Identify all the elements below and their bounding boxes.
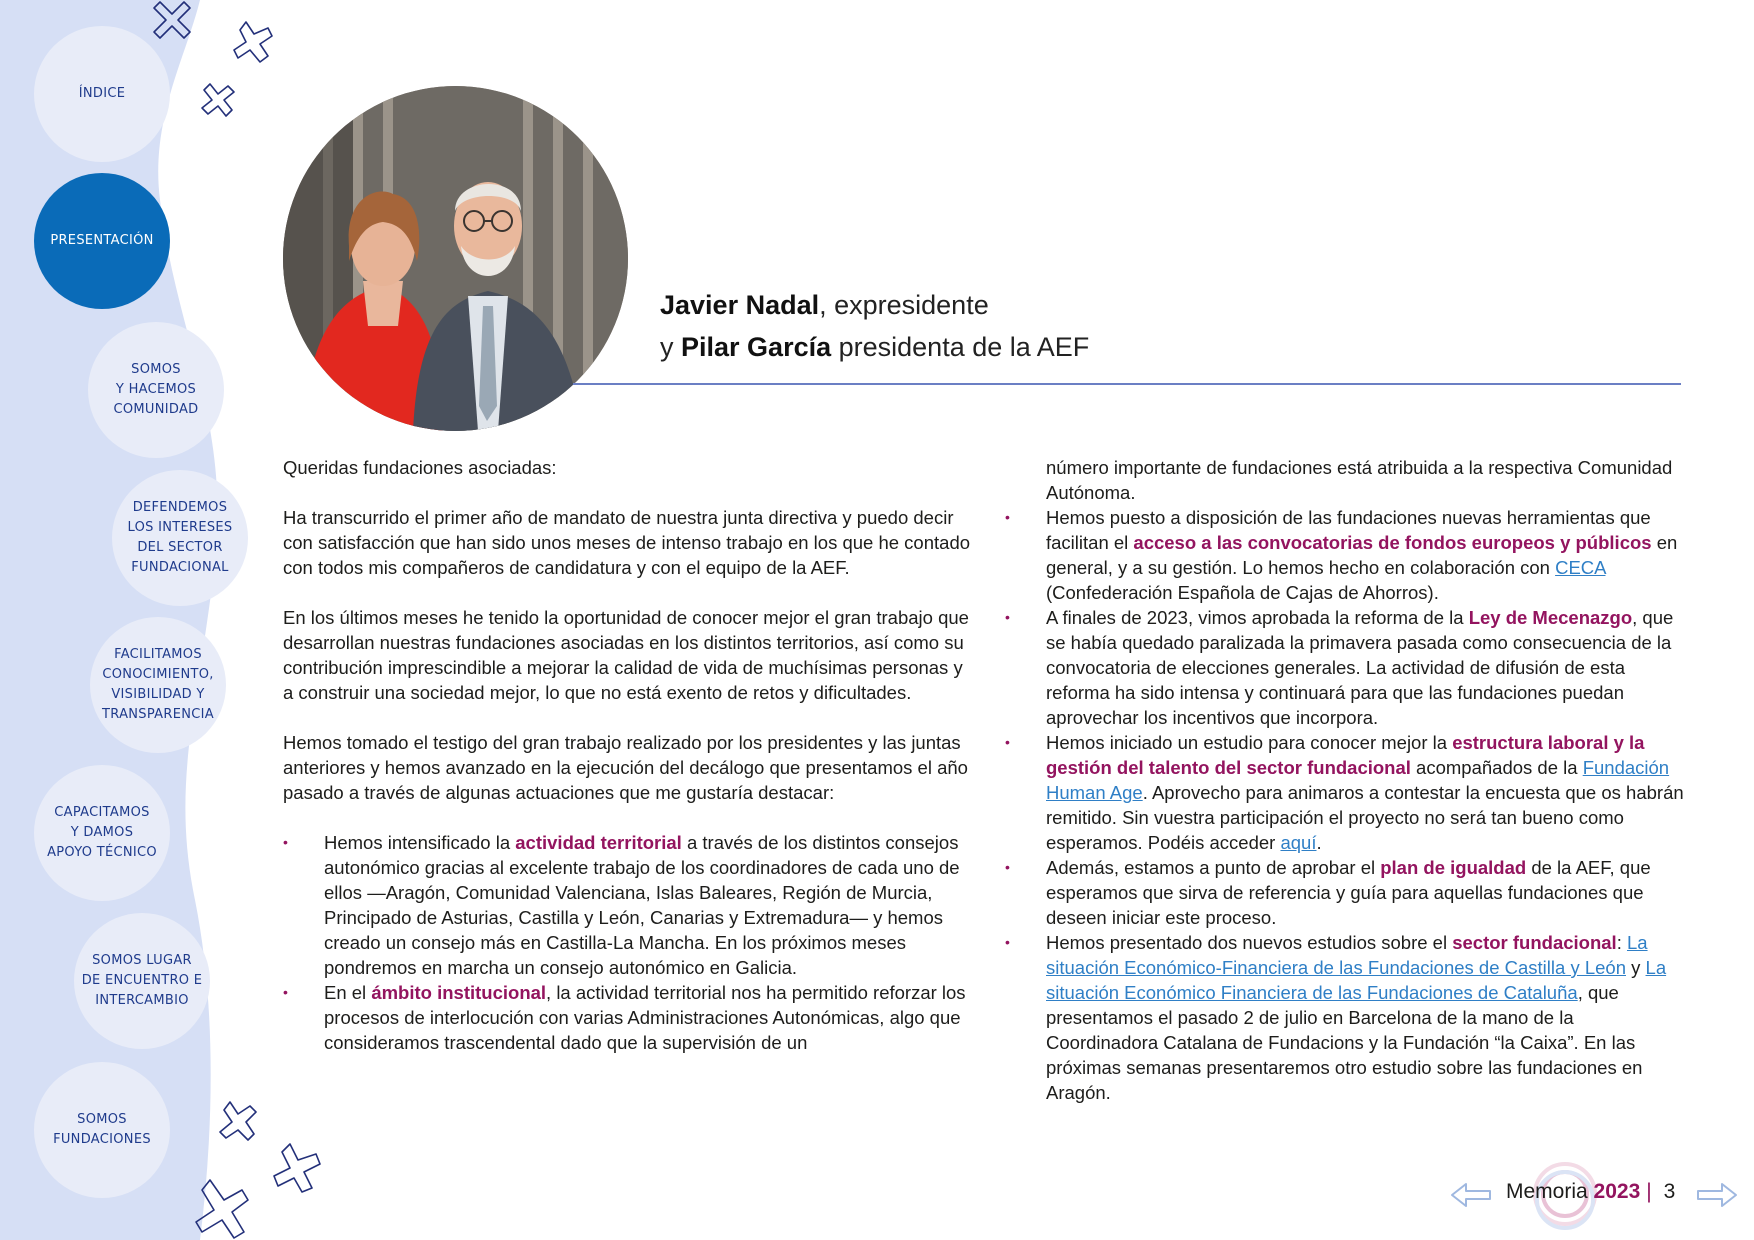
link-aqui[interactable]: aquí <box>1280 832 1317 853</box>
bullet-estudio-laboral: • Hemos iniciado un estudio para conocer mejor la estructura laboral y la gestión del talento del sector fundacional acompañados de la Fundación Human Age. Aprovecho para animaros a contestar la encuesta que os habrán remitido. Sin vuestra participación el proyecto no será tan bueno como esperamos. Podéis acceder aquí. <box>1005 732 1684 853</box>
bullet-dot: • <box>1005 934 1010 950</box>
bullet-list-left <box>283 830 973 1055</box>
caption-conj: y <box>660 332 682 362</box>
bullet-dot: • <box>1005 734 1010 750</box>
caption-line-2 <box>660 326 1089 368</box>
nav-capacitamos[interactable]: CAPACITAMOS Y DAMOS APOYO TÉCNICO <box>34 765 170 901</box>
paragraph-3: Hemos tomado el testigo del gran trabajo realizado por los presidentes y las juntas anteriores y hemos avanzado en la ejecución del decálogo que presentamos el año pasado a través de algunas actuaciones que me gustaría destacar: <box>283 732 968 803</box>
highlight-actividad-territorial: actividad territorial <box>515 832 682 853</box>
caption-name-1: Javier Nadal <box>660 290 820 320</box>
link-ceca[interactable]: CECA <box>1555 557 1606 578</box>
bullet-institucional: • En el ámbito institucional, la actividad territorial nos ha permitido reforzar los procesos de interlocución con varias Administraciones Autonómicas, algo que consideramos trascendental dado que la supervisión de un <box>283 982 966 1053</box>
footer-title <box>1506 1180 1675 1204</box>
highlight-fondos: acceso a las convocatorias de fondos europeos y públicos <box>1133 532 1652 553</box>
nav-presentacion[interactable]: PRESENTACIÓN <box>34 173 170 309</box>
greeting: Queridas fundaciones asociadas: <box>283 457 557 478</box>
arrow-right-icon[interactable] <box>1696 1180 1738 1210</box>
bullet-fondos-europeos: • Hemos puesto a disposición de las fundaciones nuevas herramientas que facilitan el acceso a las convocatorias de fondos europeos y públicos en general, y a su gestión. Lo hemos hecho en colaboración con CECA (Confederación Española de Cajas de Ahorros). <box>1005 507 1678 603</box>
decorative-crosses-bottom <box>190 1100 340 1240</box>
highlight-sector-fundacional: sector fundacional <box>1452 932 1617 953</box>
footer <box>1450 1168 1740 1224</box>
caption-divider <box>573 383 1681 385</box>
nav-facilitamos[interactable]: FACILITAMOS CONOCIMIENTO, VISIBILIDAD Y TRANSPARENCIA <box>90 617 226 753</box>
bullet-dot: • <box>1005 859 1010 875</box>
caption-role-1: , expresidente <box>819 290 989 320</box>
caption-line-1 <box>660 284 1089 326</box>
link-estudio-cataluna[interactable]: La situación Económico Financiera de las Fundaciones de Cataluña <box>1046 957 1667 1003</box>
caption-name-2: Pilar García <box>681 332 832 362</box>
caption-role-2: presidenta de la AEF <box>831 332 1090 362</box>
bullet-territorial: • Hemos intensificado la actividad territorial a través de los distintos consejos autonómico gracias al excelente trabajo de los coordinadores de cada uno de ellos —Aragón, Comunidad Valenciana, Islas Baleares, Región de Murcia, Principado de Asturias, Castilla y León, Canarias y Extremadura— y hemos creado un consejo más en Castilla-La Mancha. En los próximos meses pondremos en marcha un consejo autonómico en Galicia. <box>283 832 960 978</box>
nav-indice[interactable]: ÍNDICE <box>34 26 170 162</box>
decorative-crosses-top <box>150 0 310 130</box>
portrait-photo <box>283 86 628 431</box>
arrow-left-icon[interactable] <box>1450 1180 1492 1210</box>
link-fundacion-human-age[interactable]: Fundación Human Age <box>1046 757 1670 803</box>
highlight-estructura-laboral: estructura laboral y la gestión del talento del sector fundacional <box>1046 732 1645 778</box>
highlight-plan-igualdad: plan de igualdad <box>1380 857 1527 878</box>
nav-lugar-encuentro[interactable]: SOMOS LUGAR DE ENCUENTRO E INTERCAMBIO <box>74 913 210 1049</box>
bullet-dot: • <box>1005 509 1010 525</box>
bullet-mecenazgo: • A finales de 2023, vimos aprobada la reforma de la Ley de Mecenazgo, que se había quedado paralizada la primavera pasada como consecuencia de la convocatoria de elecciones generales. La actividad de difusión de esta reforma ha sido intensa y continuará para que las fundaciones puedan aprovechar los incentivos que incorpora. <box>1005 607 1674 728</box>
highlight-ley-mecenazgo: Ley de Mecenazgo <box>1468 607 1633 628</box>
bullet-dot: • <box>283 984 288 1000</box>
page-number: 3 <box>1663 1180 1676 1203</box>
nav-somos-fundaciones[interactable]: SOMOS FUNDACIONES <box>34 1062 170 1198</box>
nav-defendemos[interactable]: DEFENDEMOS LOS INTERESES DEL SECTOR FUNDACIONAL <box>112 470 248 606</box>
text-column-right <box>1005 455 1685 1105</box>
paragraph-1: Ha transcurrido el primer año de mandato de nuestra junta directiva y puedo decir con satisfacción que han sido unos meses de intenso trabajo en los que he contado con todos mis compañeros de candidatura y con el equipo de la AEF. <box>283 507 971 578</box>
link-estudio-castilla-leon[interactable]: La situación Económico-Financiera de las Fundaciones de Castilla y León <box>1046 932 1648 978</box>
photo-caption <box>660 284 1089 368</box>
text-column-left <box>283 455 973 1055</box>
bullet-plan-igualdad: • Además, estamos a punto de aprobar el plan de igualdad de la AEF, que esperamos que sirva de referencia y guía para aquellas fundaciones que deseen iniciar este proceso. <box>1005 857 1651 928</box>
footer-year: 2023 <box>1593 1180 1641 1203</box>
footer-label: Memoria <box>1506 1180 1588 1203</box>
footer-separator: | <box>1646 1180 1652 1203</box>
paragraph-2: En los últimos meses he tenido la oportunidad de conocer mejor el gran trabajo que desarrollan nuestras fundaciones asociadas en los distintos territorios, así como su contribución imprescindible a mejorar la calidad de vida de muchísimas personas y a construir una sociedad mejor, lo que no está exento de retos y dificultades. <box>283 607 969 703</box>
bullet-dot: • <box>1005 609 1010 625</box>
bullet-estudios: • Hemos presentado dos nuevos estudios sobre el sector fundacional: La situación Económico-Financiera de las Fundaciones de Castilla y León y La situación Económico Financiera de las Fundaciones de Cataluña, que presentamos el pasado 2 de julio en Barcelona de la mano de la Coordinadora Catalana de Fundacions y la Fundación “la Caixa”. En las próximas semanas presentaremos otro estudio sobre las fundaciones en Aragón. <box>1005 932 1667 1103</box>
nav-somos-comunidad[interactable]: SOMOS Y HACEMOS COMUNIDAD <box>88 322 224 458</box>
bullet-list-right <box>1005 505 1685 1105</box>
bullet-dot: • <box>283 834 288 850</box>
continuation-text: número importante de fundaciones está atribuida a la respectiva Comunidad Autónoma. <box>1046 457 1673 503</box>
portrait-illustration <box>283 86 628 431</box>
highlight-ambito-institucional: ámbito institucional <box>371 982 547 1003</box>
